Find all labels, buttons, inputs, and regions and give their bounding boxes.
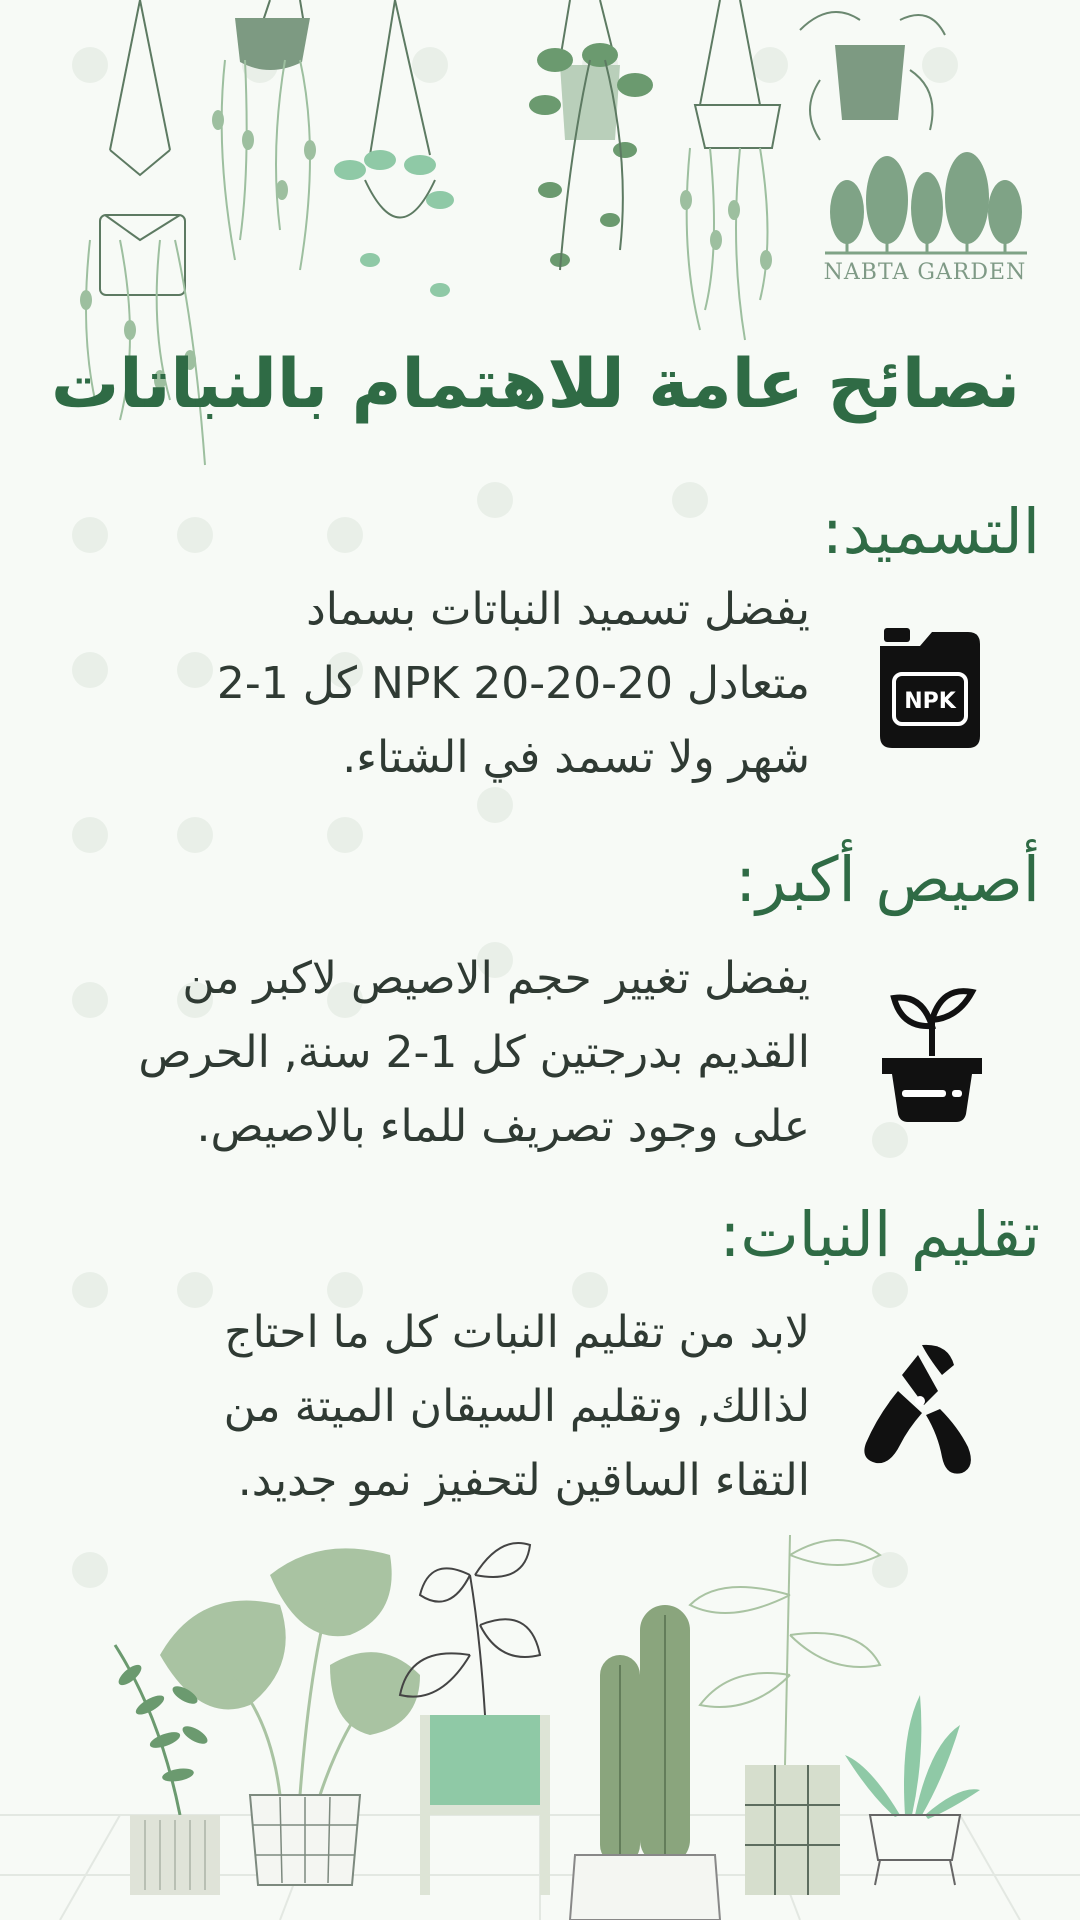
brand-logo	[805, 140, 1045, 290]
section-body-fertilizing	[50, 573, 810, 795]
section-line: لابد من تقليم النبات كل ما احتاج	[224, 1307, 810, 1358]
page-title: نصائح عامة للاهتمام بالنباتات	[50, 345, 1020, 424]
section-body-pruning	[50, 1296, 810, 1518]
tree-logo-icon	[805, 140, 1045, 260]
potted-plant-icon	[872, 978, 992, 1118]
section-heading-bigger-pot: أصيص أكبر:	[735, 843, 1040, 916]
fertilizer-jerrycan-icon	[872, 618, 992, 758]
potted-plants-illustration	[0, 1515, 1080, 1920]
section-heading-fertilizing: التسميد:	[821, 495, 1040, 568]
section-line: متعادل NPK 20-20-20 كل 1-2	[216, 658, 810, 709]
pruning-shears-icon	[858, 1335, 978, 1475]
section-body-bigger-pot	[50, 942, 810, 1164]
section-line: القديم بدرجتين كل 1-2 سنة, الحرص	[138, 1027, 810, 1078]
section-line: التقاء الساقين لتحفيز نمو جديد.	[237, 1455, 810, 1506]
section-line: يفضل تغيير حجم الاصيص لاكبر من	[182, 953, 810, 1004]
section-line: على وجود تصريف للماء بالاصيص.	[196, 1101, 810, 1152]
npk-label: NPK	[904, 689, 956, 714]
section-line: يفضل تسميد النباتات بسماد	[306, 584, 810, 635]
section-line: شهر ولا تسمد في الشتاء.	[342, 732, 810, 783]
section-heading-pruning: تقليم النبات:	[719, 1198, 1040, 1271]
section-line: لذالك, وتقليم السيقان الميتة من	[223, 1381, 810, 1432]
brand-name: NABTA GARDEN	[823, 260, 1027, 285]
